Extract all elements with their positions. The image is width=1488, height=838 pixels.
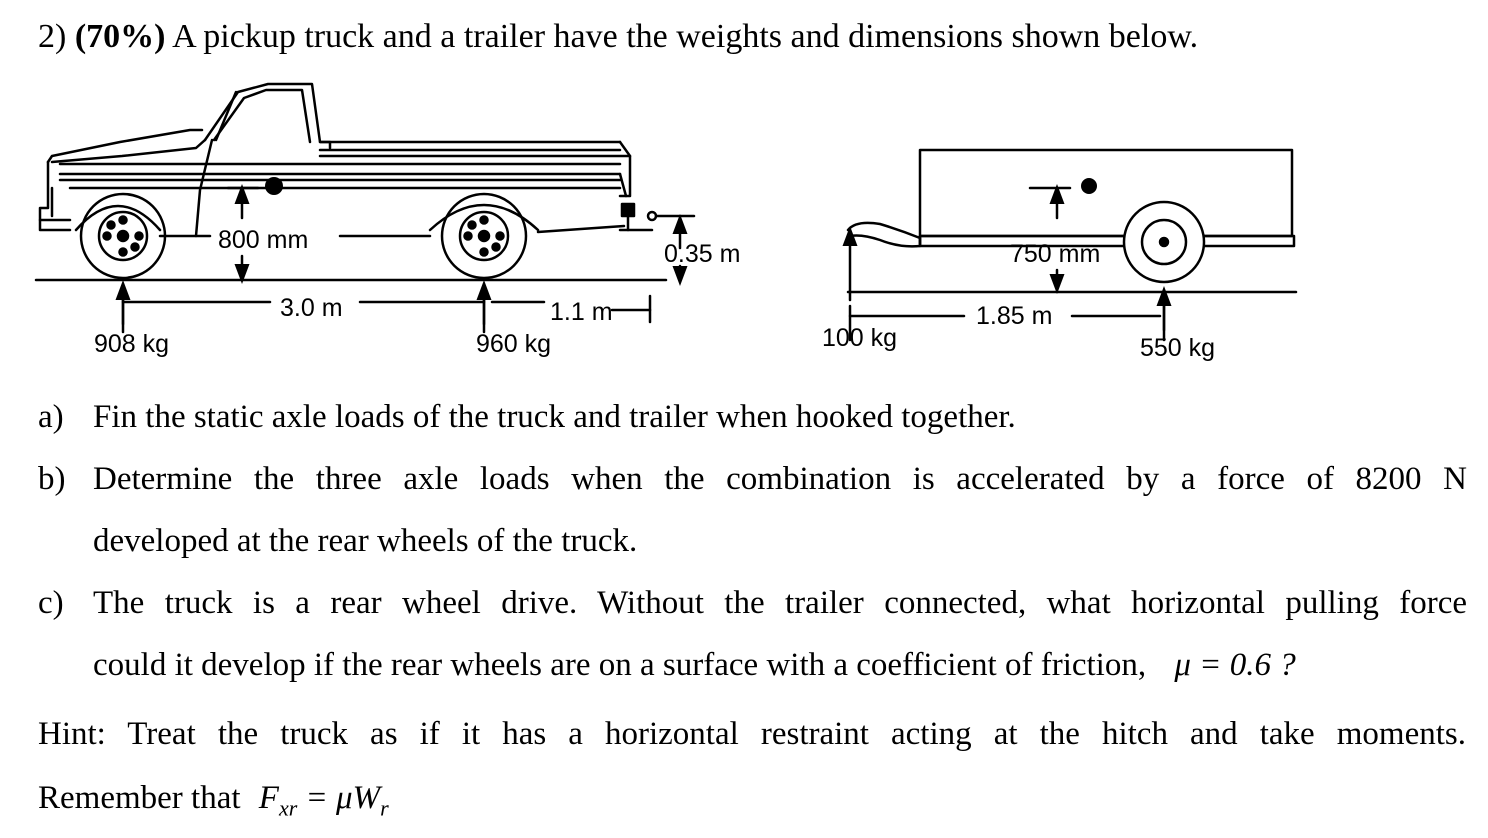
hint-line-1 xyxy=(38,716,1466,753)
question-label: b) xyxy=(38,461,66,497)
trailer-cg-icon xyxy=(1081,178,1097,194)
rear-axle-load-label: 960 kg xyxy=(476,330,552,358)
hitch-load-label: 100 kg xyxy=(822,324,898,352)
truck-cg-icon xyxy=(265,177,283,195)
hint-line-2 xyxy=(38,780,1466,822)
problem-header xyxy=(38,18,1198,56)
trailer-length-label: 1.85 m xyxy=(976,302,1053,330)
question-text-line: could it develop if the rear wheels are on a surface with a coefficient of friction, xyxy=(93,647,1147,683)
problem-weight: (70%) xyxy=(74,18,166,55)
wheelbase-label: 3.0 m xyxy=(280,294,343,322)
trailer-body xyxy=(848,150,1294,246)
trailer-axle-load-label: 550 kg xyxy=(1140,334,1216,362)
problem-statement: A pickup truck and a trailer have the weights and dimensions shown below. xyxy=(172,18,1199,55)
truck-trailer-figure xyxy=(0,70,1488,370)
question-text: The truck is a rear wheel drive. Without the trailer connected, what horizontal pulling force xyxy=(93,585,1467,621)
question-label: c) xyxy=(38,585,64,621)
question-text: developed at the rear wheels of the truck. xyxy=(93,523,638,559)
truck-hitch xyxy=(620,204,694,230)
question-text: Determine the three axle loads when the combination is accelerated by a force of 8200 N xyxy=(93,461,1467,497)
hint-text: Hint: Treat the truck as if it has a horizontal restraint acting at the hitch and take moments. xyxy=(38,716,1466,752)
rear-to-hitch-label: 1.1 m xyxy=(550,298,613,326)
question-text: Fin the static axle loads of the truck and trailer when hooked together. xyxy=(93,399,1016,435)
truck-cg-height-label: 800 mm xyxy=(218,226,309,254)
mu-expression: μ = 0.6 ? xyxy=(1174,647,1296,683)
hitch-height-label: 0.35 m xyxy=(664,240,741,268)
friction-formula: $F_{xr} = \mu W_r$ xyxy=(258,780,389,821)
problem-number: 2) xyxy=(38,18,67,55)
front-axle-load-label: 908 kg xyxy=(94,330,170,358)
trailer-cg-height-label: 750 mm xyxy=(1010,240,1101,268)
trailer-wheel xyxy=(1124,202,1204,282)
question-label: a) xyxy=(38,399,64,435)
truck-rear-wheel xyxy=(442,194,526,278)
question-text xyxy=(93,634,1467,696)
hint-remember: Remember that xyxy=(38,780,241,816)
